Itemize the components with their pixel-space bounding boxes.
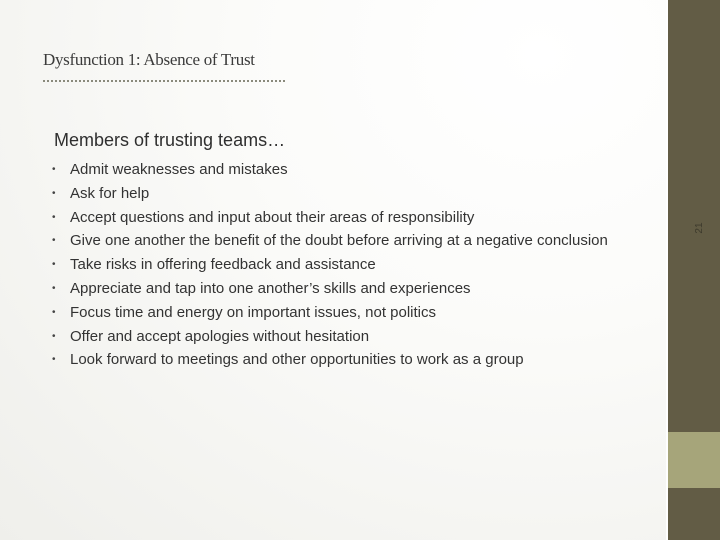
bullet-icon: •	[52, 330, 56, 342]
bullet-icon: •	[52, 306, 56, 318]
bullet-text: Give one another the benefit of the doubt before arriving at a negative conclusion	[70, 232, 608, 250]
list-item	[52, 229, 612, 253]
bullet-text: Look forward to meetings and other opportunities to work as a group	[70, 351, 524, 369]
bullet-text: Focus time and energy on important issues, not politics	[70, 303, 437, 321]
list-item	[52, 348, 612, 372]
list-item	[52, 277, 612, 301]
bullet-icon: •	[52, 211, 56, 223]
slide-title: Dysfunction 1: Absence of Trust	[43, 50, 255, 69]
bullet-icon: •	[52, 354, 56, 366]
list-item	[52, 253, 612, 277]
page-number: 21	[694, 222, 705, 234]
title-underline	[43, 80, 285, 82]
bullet-text: Ask for help	[70, 184, 150, 202]
bullet-icon: •	[52, 282, 56, 294]
slide-subtitle: Members of trusting teams…	[54, 130, 286, 150]
list-item	[52, 182, 612, 206]
bullet-text: Offer and accept apologies without hesitation	[70, 327, 370, 345]
bullet-text: Appreciate and tap into one another’s skills and experiences	[70, 279, 471, 297]
bullet-text: Accept questions and input about their areas of responsibility	[70, 208, 475, 226]
list-item	[52, 325, 612, 349]
sidebar-accent-block	[668, 432, 720, 488]
bullet-icon: •	[52, 259, 56, 271]
bullet-icon: •	[52, 187, 56, 199]
list-item	[52, 206, 612, 230]
bullet-icon: •	[52, 164, 56, 175]
list-item	[52, 158, 612, 182]
bullet-text: Admit weaknesses and mistakes	[70, 161, 288, 178]
bullet-list	[52, 158, 612, 372]
list-item	[52, 301, 612, 325]
bullet-text: Take risks in offering feedback and assistance	[70, 256, 376, 274]
bullet-icon: •	[52, 235, 56, 247]
